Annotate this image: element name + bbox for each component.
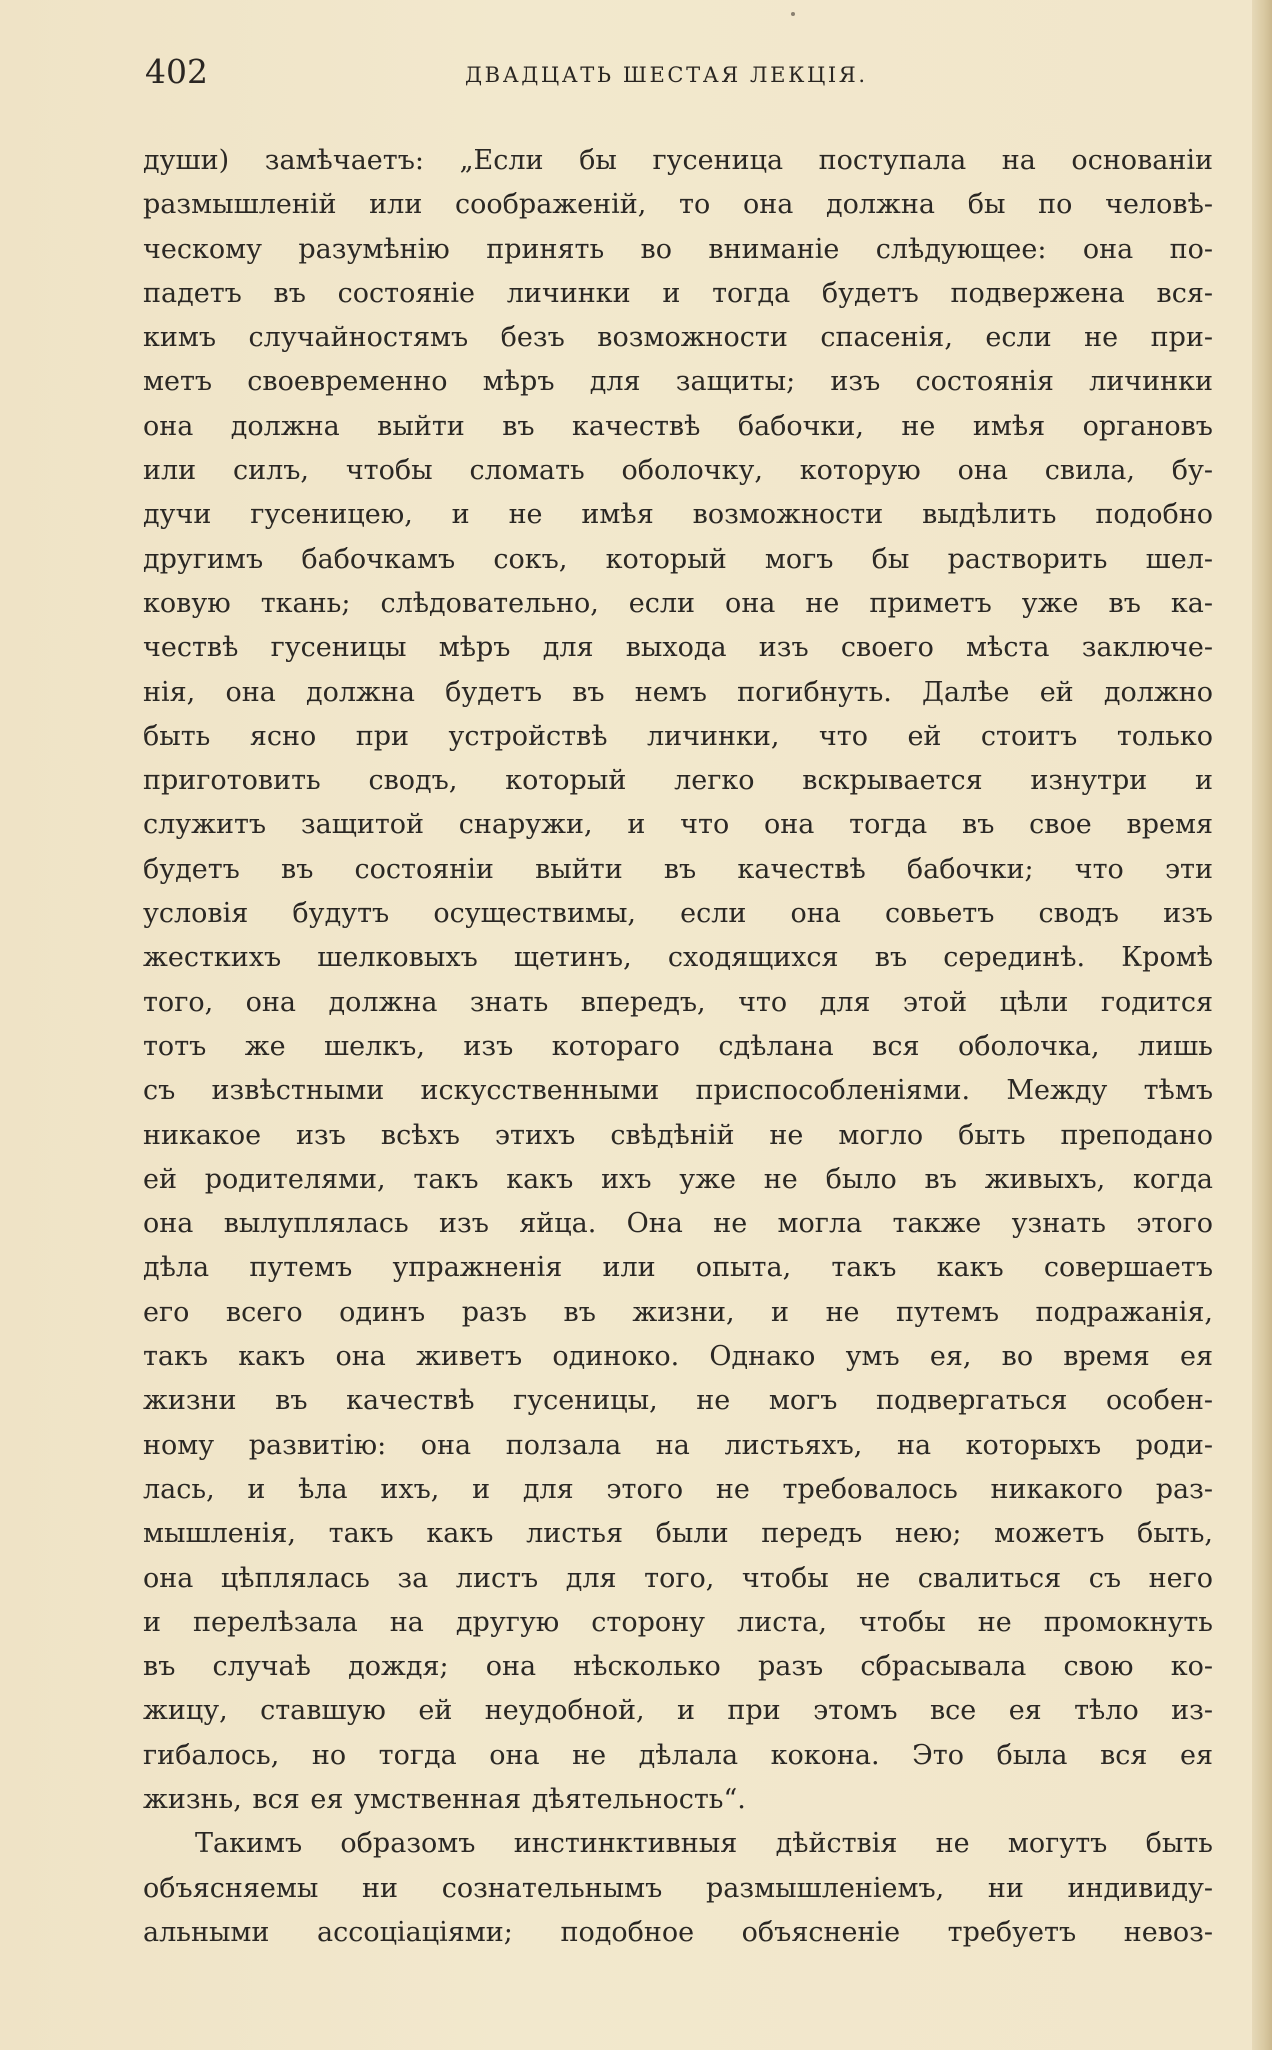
- text-line: она должна выйти въ качествѣ бабочки, не имѣя органовъ: [143, 410, 1213, 442]
- text-line: или силъ, чтобы сломать оболочку, которую она свила, бу-: [143, 455, 1213, 487]
- page-edge-shadow: [1252, 0, 1272, 2050]
- text-line: приготовить сводъ, который легко вскрывается изнутри и: [143, 765, 1213, 797]
- text-line: мышленія, такъ какъ листья были передъ нею; можетъ быть,: [143, 1518, 1213, 1550]
- text-line: падетъ въ состояніе личинки и тогда будетъ подвержена вся-: [143, 277, 1213, 309]
- text-line: жизни въ качествѣ гусеницы, не могъ подвергаться особен-: [143, 1385, 1213, 1417]
- text-line: того, она должна знать впередъ, что для этой цѣли годится: [143, 986, 1213, 1018]
- text-line: души) замѣчаетъ: „Если бы гусеница поступала на основаніи: [143, 145, 1213, 176]
- running-head: ДВАДЦАТЬ ШЕСТАЯ ЛЕКЦІЯ.: [465, 63, 868, 87]
- paragraph-start-line: Такимъ образомъ инстинктивныя дѣйствія не могутъ быть: [195, 1828, 1213, 1860]
- text-line: чествѣ гусеницы мѣръ для выхода изъ своего мѣста заключе-: [143, 632, 1213, 664]
- paper-speck: [791, 12, 795, 16]
- page-number: 402: [145, 52, 208, 91]
- text-line: метъ своевременно мѣръ для защиты; изъ состоянія личинки: [143, 366, 1213, 398]
- text-line: лась, и ѣла ихъ, и для этого не требовалось никакого раз-: [143, 1473, 1213, 1505]
- text-line: ей родителями, такъ какъ ихъ уже не было въ живыхъ, когда: [143, 1163, 1213, 1195]
- text-line: условія будутъ осуществимы, если она совьетъ сводъ изъ: [143, 898, 1213, 930]
- text-line: другимъ бабочкамъ сокъ, который могъ бы растворить шел-: [143, 543, 1213, 575]
- text-line: нія, она должна будетъ въ немъ погибнуть. Далѣе ей должно: [143, 676, 1213, 708]
- text-line: гибалось, но тогда она не дѣлала кокона. Это была вся ея: [143, 1739, 1213, 1771]
- text-line: служитъ защитой снаружи, и что она тогда въ свое время: [143, 809, 1213, 841]
- text-line: никакое изъ всѣхъ этихъ свѣдѣній не могло быть преподано: [143, 1119, 1213, 1151]
- text-line: ковую ткань; слѣдовательно, если она не приметъ уже въ ка-: [143, 587, 1213, 619]
- text-line: и перелѣзала на другую сторону листа, чтобы не промокнуть: [143, 1606, 1213, 1638]
- text-line: дучи гусеницею, и не имѣя возможности выдѣлить подобно: [143, 499, 1213, 531]
- text-line: она цѣплялась за листъ для того, чтобы не свалиться съ него: [143, 1562, 1213, 1594]
- text-line: въ случаѣ дождя; она нѣсколько разъ сбрасывала свою ко-: [143, 1651, 1213, 1683]
- text-line: жицу, ставшую ей неудобной, и при этомъ все ея тѣло из-: [143, 1695, 1213, 1727]
- text-line: ческому разумѣнію принять во вниманіе слѣдующее: она по-: [143, 233, 1213, 265]
- text-line: объясняемы ни сознательнымъ размышленіемъ, ни индивиду-: [143, 1872, 1213, 1904]
- text-line: ному развитію: она ползала на листьяхъ, на которыхъ роди-: [143, 1429, 1213, 1461]
- text-line: быть ясно при устройствѣ личинки, что ей стоитъ только: [143, 720, 1213, 752]
- text-line: она вылуплялась изъ яйца. Она не могла также узнать этого: [143, 1208, 1213, 1240]
- text-line: его всего одинъ разъ въ жизни, и не путемъ подражанія,: [143, 1296, 1213, 1328]
- paragraph-end-line: жизнь, вся ея умственная дѣятельность“.: [143, 1783, 746, 1815]
- text-line: съ извѣстными искусственными приспособленіями. Между тѣмъ: [143, 1075, 1213, 1107]
- text-line: будетъ въ состояніи выйти въ качествѣ бабочки; что эти: [143, 853, 1213, 885]
- page-header: [145, 52, 1215, 102]
- text-line: размышленій или соображеній, то она должна бы по человѣ-: [143, 189, 1213, 221]
- text-line: дѣла путемъ упражненія или опыта, такъ какъ совершаетъ: [143, 1252, 1213, 1284]
- text-line: тотъ же шелкъ, изъ котораго сдѣлана вся оболочка, лишь: [143, 1030, 1213, 1062]
- body-text: [143, 139, 1213, 1955]
- text-line: такъ какъ она живетъ одиноко. Однако умъ ея, во время ея: [143, 1341, 1213, 1373]
- text-line: жесткихъ шелковыхъ щетинъ, сходящихся въ серединѣ. Кромѣ: [143, 942, 1213, 974]
- text-line: альными ассоціаціями; подобное объясненіе требуетъ невоз-: [143, 1916, 1213, 1948]
- text-line: кимъ случайностямъ безъ возможности спасенія, если не при-: [143, 322, 1213, 354]
